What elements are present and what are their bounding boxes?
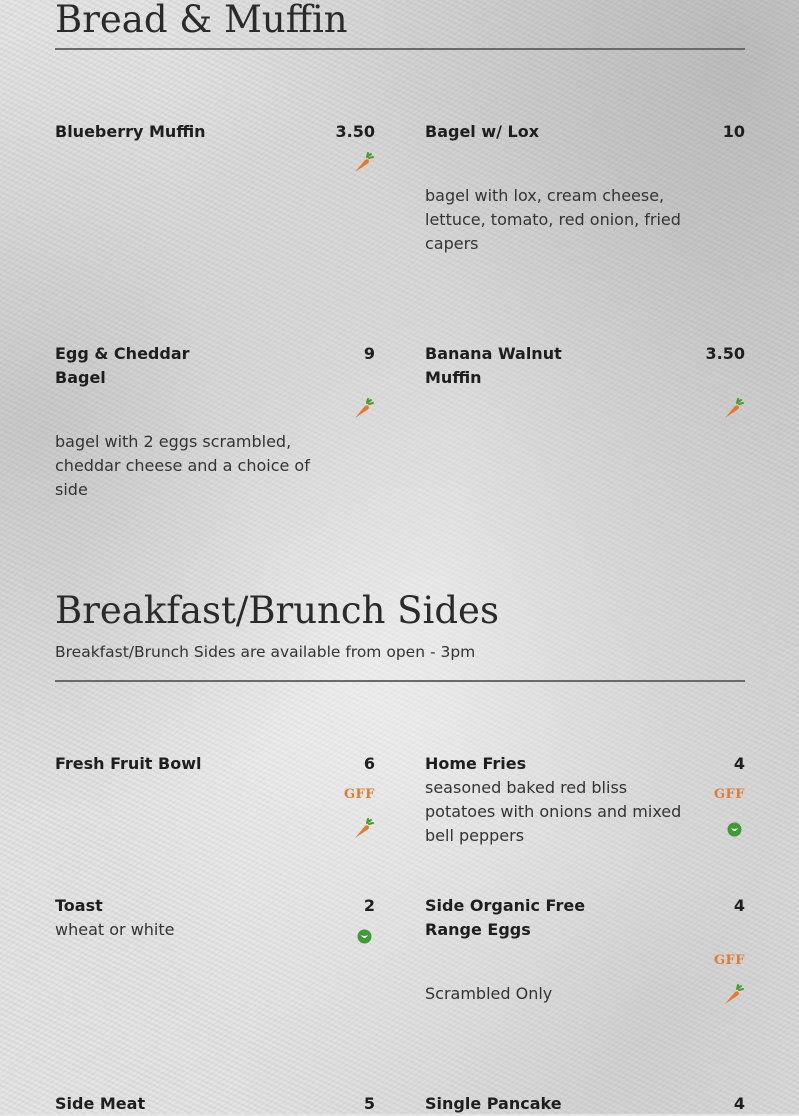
item-price: 3.50 xyxy=(705,344,745,363)
item-price: 9 xyxy=(363,344,375,363)
item-name: Side Organic Free Range Eggs xyxy=(425,896,586,939)
item-name: Toast xyxy=(55,896,103,915)
item-description: wheat or white xyxy=(55,920,175,939)
menu-item-home-fries xyxy=(425,752,745,852)
item-price: 4 xyxy=(733,1094,745,1113)
carrot-icon xyxy=(353,152,375,174)
section-note: Breakfast/Brunch Sides are available from open - 3pm xyxy=(55,643,476,661)
leaf-icon xyxy=(357,929,372,944)
item-description: bagel with 2 eggs scrambled, cheddar cheese and a choice of side xyxy=(55,432,310,499)
item-name: Bagel w/ Lox xyxy=(425,122,540,141)
gff-icon: GFF xyxy=(713,953,745,968)
item-price: 3.50 xyxy=(335,122,375,141)
item-name: Side Meat xyxy=(55,1094,146,1113)
menu-item-side-meat xyxy=(55,1092,375,1114)
carrot-icon xyxy=(353,818,375,840)
gff-icon: GFF xyxy=(713,787,745,802)
item-name: Blueberry Muffin xyxy=(55,122,206,141)
item-name: Home Fries xyxy=(425,754,527,773)
menu-item-blueberry-muffin xyxy=(55,120,375,200)
carrot-icon xyxy=(353,398,375,420)
item-description: seasoned baked red bliss potatoes with onions and mixed bell peppers xyxy=(425,778,682,845)
item-description: bagel with lox, cream cheese, lettuce, tomato, red onion, fried capers xyxy=(425,186,681,253)
leaf-icon xyxy=(727,822,742,837)
menu-item-single-pancake xyxy=(425,1092,745,1114)
menu-item-fresh-fruit-bowl xyxy=(55,752,375,852)
gff-icon: GFF xyxy=(343,787,375,802)
menu-item-egg-cheddar-bagel xyxy=(55,342,375,512)
menu-item-side-organic-eggs xyxy=(425,894,745,1024)
item-price: 6 xyxy=(363,754,375,773)
section-divider xyxy=(55,48,745,50)
item-name: Fresh Fruit Bowl xyxy=(55,754,202,773)
carrot-icon xyxy=(723,398,745,420)
item-description: Scrambled Only xyxy=(425,984,553,1003)
menu-item-bagel-lox xyxy=(425,120,745,260)
carrot-icon xyxy=(723,984,745,1006)
item-price: 10 xyxy=(722,122,745,141)
menu-item-toast xyxy=(55,894,375,974)
item-price: 5 xyxy=(363,1094,375,1113)
menu-item-banana-walnut-muffin xyxy=(425,342,745,442)
section-title-breakfast-sides: Breakfast/Brunch Sides xyxy=(55,589,499,632)
section-title-bread-muffin: Bread & Muffin xyxy=(55,0,348,41)
item-name: Egg & Cheddar Bagel xyxy=(55,344,190,387)
item-price: 4 xyxy=(733,754,745,773)
item-price: 2 xyxy=(363,896,375,915)
item-name: Banana Walnut Muffin xyxy=(425,344,562,387)
item-name: Single Pancake xyxy=(425,1094,562,1113)
section-divider xyxy=(55,680,745,682)
item-price: 4 xyxy=(733,896,745,915)
